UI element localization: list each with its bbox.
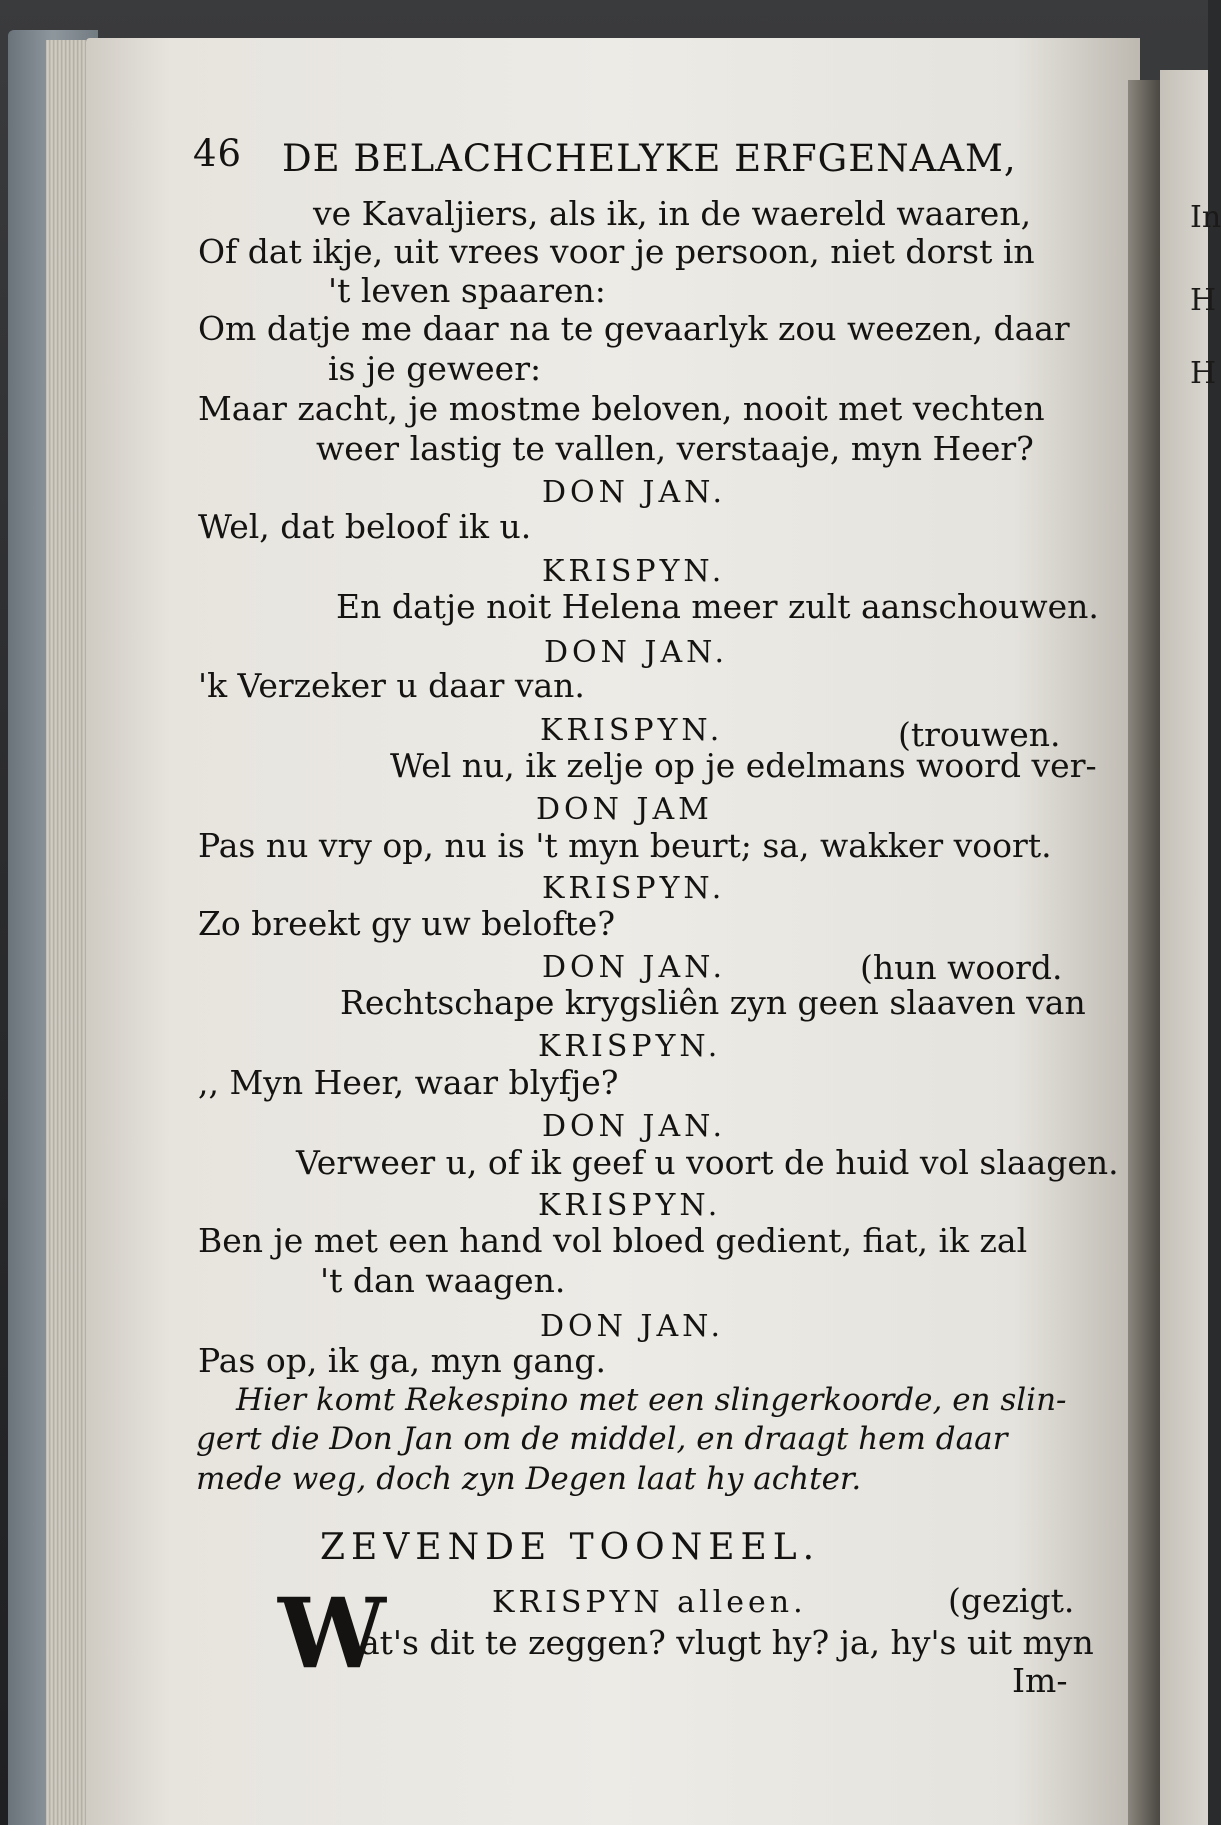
- speaker-name: DON JAN.: [542, 950, 726, 985]
- catchword: Im-: [1012, 1661, 1068, 1700]
- verse-line: Rechtschape krygsliên zyn geen slaaven van: [340, 983, 1086, 1022]
- page-number: 46: [193, 132, 243, 175]
- speaker-name: DON JAN.: [542, 1109, 726, 1144]
- verse-line: Maar zacht, je mostme beloven, nooit met vechten: [198, 389, 1045, 428]
- page-edges: [46, 40, 86, 1825]
- speaker-name: KRISPYN.: [538, 1029, 722, 1064]
- turnover-word: (hun woord.: [860, 948, 1063, 987]
- verse-line: weer lastig te vallen, verstaaje, myn Heer?: [316, 429, 1034, 468]
- verse-line: 't leven spaaren:: [328, 271, 606, 310]
- facing-page: [1160, 70, 1208, 1825]
- speaker-name: DON JAN.: [542, 475, 726, 510]
- turnover-word: (trouwen.: [898, 715, 1061, 754]
- verse-line: Om datje me daar na te gevaarlyk zou weezen, daar: [198, 309, 1070, 348]
- speaker-name: DON JAN.: [540, 1309, 724, 1344]
- stage-direction: gert die Don Jan om de middel, en draagt hem daar: [196, 1421, 1008, 1457]
- stage-direction: Hier komt Rekespino met een slingerkoorde, en slin-: [236, 1382, 1067, 1418]
- verse-line: 'k Verzeker u daar van.: [198, 666, 585, 705]
- verse-line: is je geweer:: [328, 349, 542, 388]
- turnover-word: (gezigt.: [948, 1581, 1075, 1620]
- speaker-name: DON JAN.: [544, 635, 728, 670]
- verse-line: 't dan waagen.: [320, 1261, 566, 1300]
- running-title: DE BELACHCHELYKE ERFGENAAM,: [282, 137, 1017, 180]
- facing-page-glyph: H: [1190, 283, 1217, 318]
- verse-line: Pas nu vry op, nu is 't myn beurt; sa, wakker voort.: [198, 826, 1052, 865]
- speaker-name: KRISPYN.: [542, 871, 726, 906]
- facing-page-glyph: H: [1190, 356, 1217, 391]
- verse-line: ,, Myn Heer, waar blyfje?: [198, 1063, 619, 1102]
- scene-heading: ZEVENDE TOONEEL.: [320, 1527, 821, 1568]
- verse-line: En datje noit Helena meer zult aanschouwen.: [336, 587, 1099, 626]
- drop-cap: W: [278, 1577, 386, 1690]
- verse-line: Zo breekt gy uw belofte?: [198, 904, 616, 943]
- verse-line: Wel nu, ik zelje op je edelmans woord ver-: [390, 746, 1097, 785]
- verse-line: Wel, dat beloof ik u.: [198, 507, 532, 546]
- verse-line: ve Kavaljiers, als ik, in de waereld waaren,: [313, 194, 1032, 233]
- facing-page-glyph: In: [1190, 200, 1221, 235]
- stage-direction: mede weg, doch zyn Degen laat hy achter.: [196, 1461, 862, 1497]
- speaker-name: DON JAM: [536, 792, 713, 827]
- verse-line: Verweer u, of ik geef u voort de huid vol slaagen.: [296, 1143, 1119, 1182]
- speaker-name: KRISPYN alleen.: [492, 1585, 807, 1620]
- verse-line: Pas op, ik ga, myn gang.: [198, 1341, 606, 1380]
- verse-line: Of dat ikje, uit vrees voor je persoon, niet dorst in: [198, 232, 1035, 271]
- verse-line: at's dit te zeggen? vlugt hy? ja, hy's uit myn: [360, 1623, 1094, 1662]
- verse-line: Ben je met een hand vol bloed gedient, fiat, ik zal: [198, 1221, 1028, 1260]
- speaker-name: KRISPYN.: [538, 1188, 722, 1223]
- speaker-name: KRISPYN.: [540, 713, 724, 748]
- speaker-name: KRISPYN.: [542, 554, 726, 589]
